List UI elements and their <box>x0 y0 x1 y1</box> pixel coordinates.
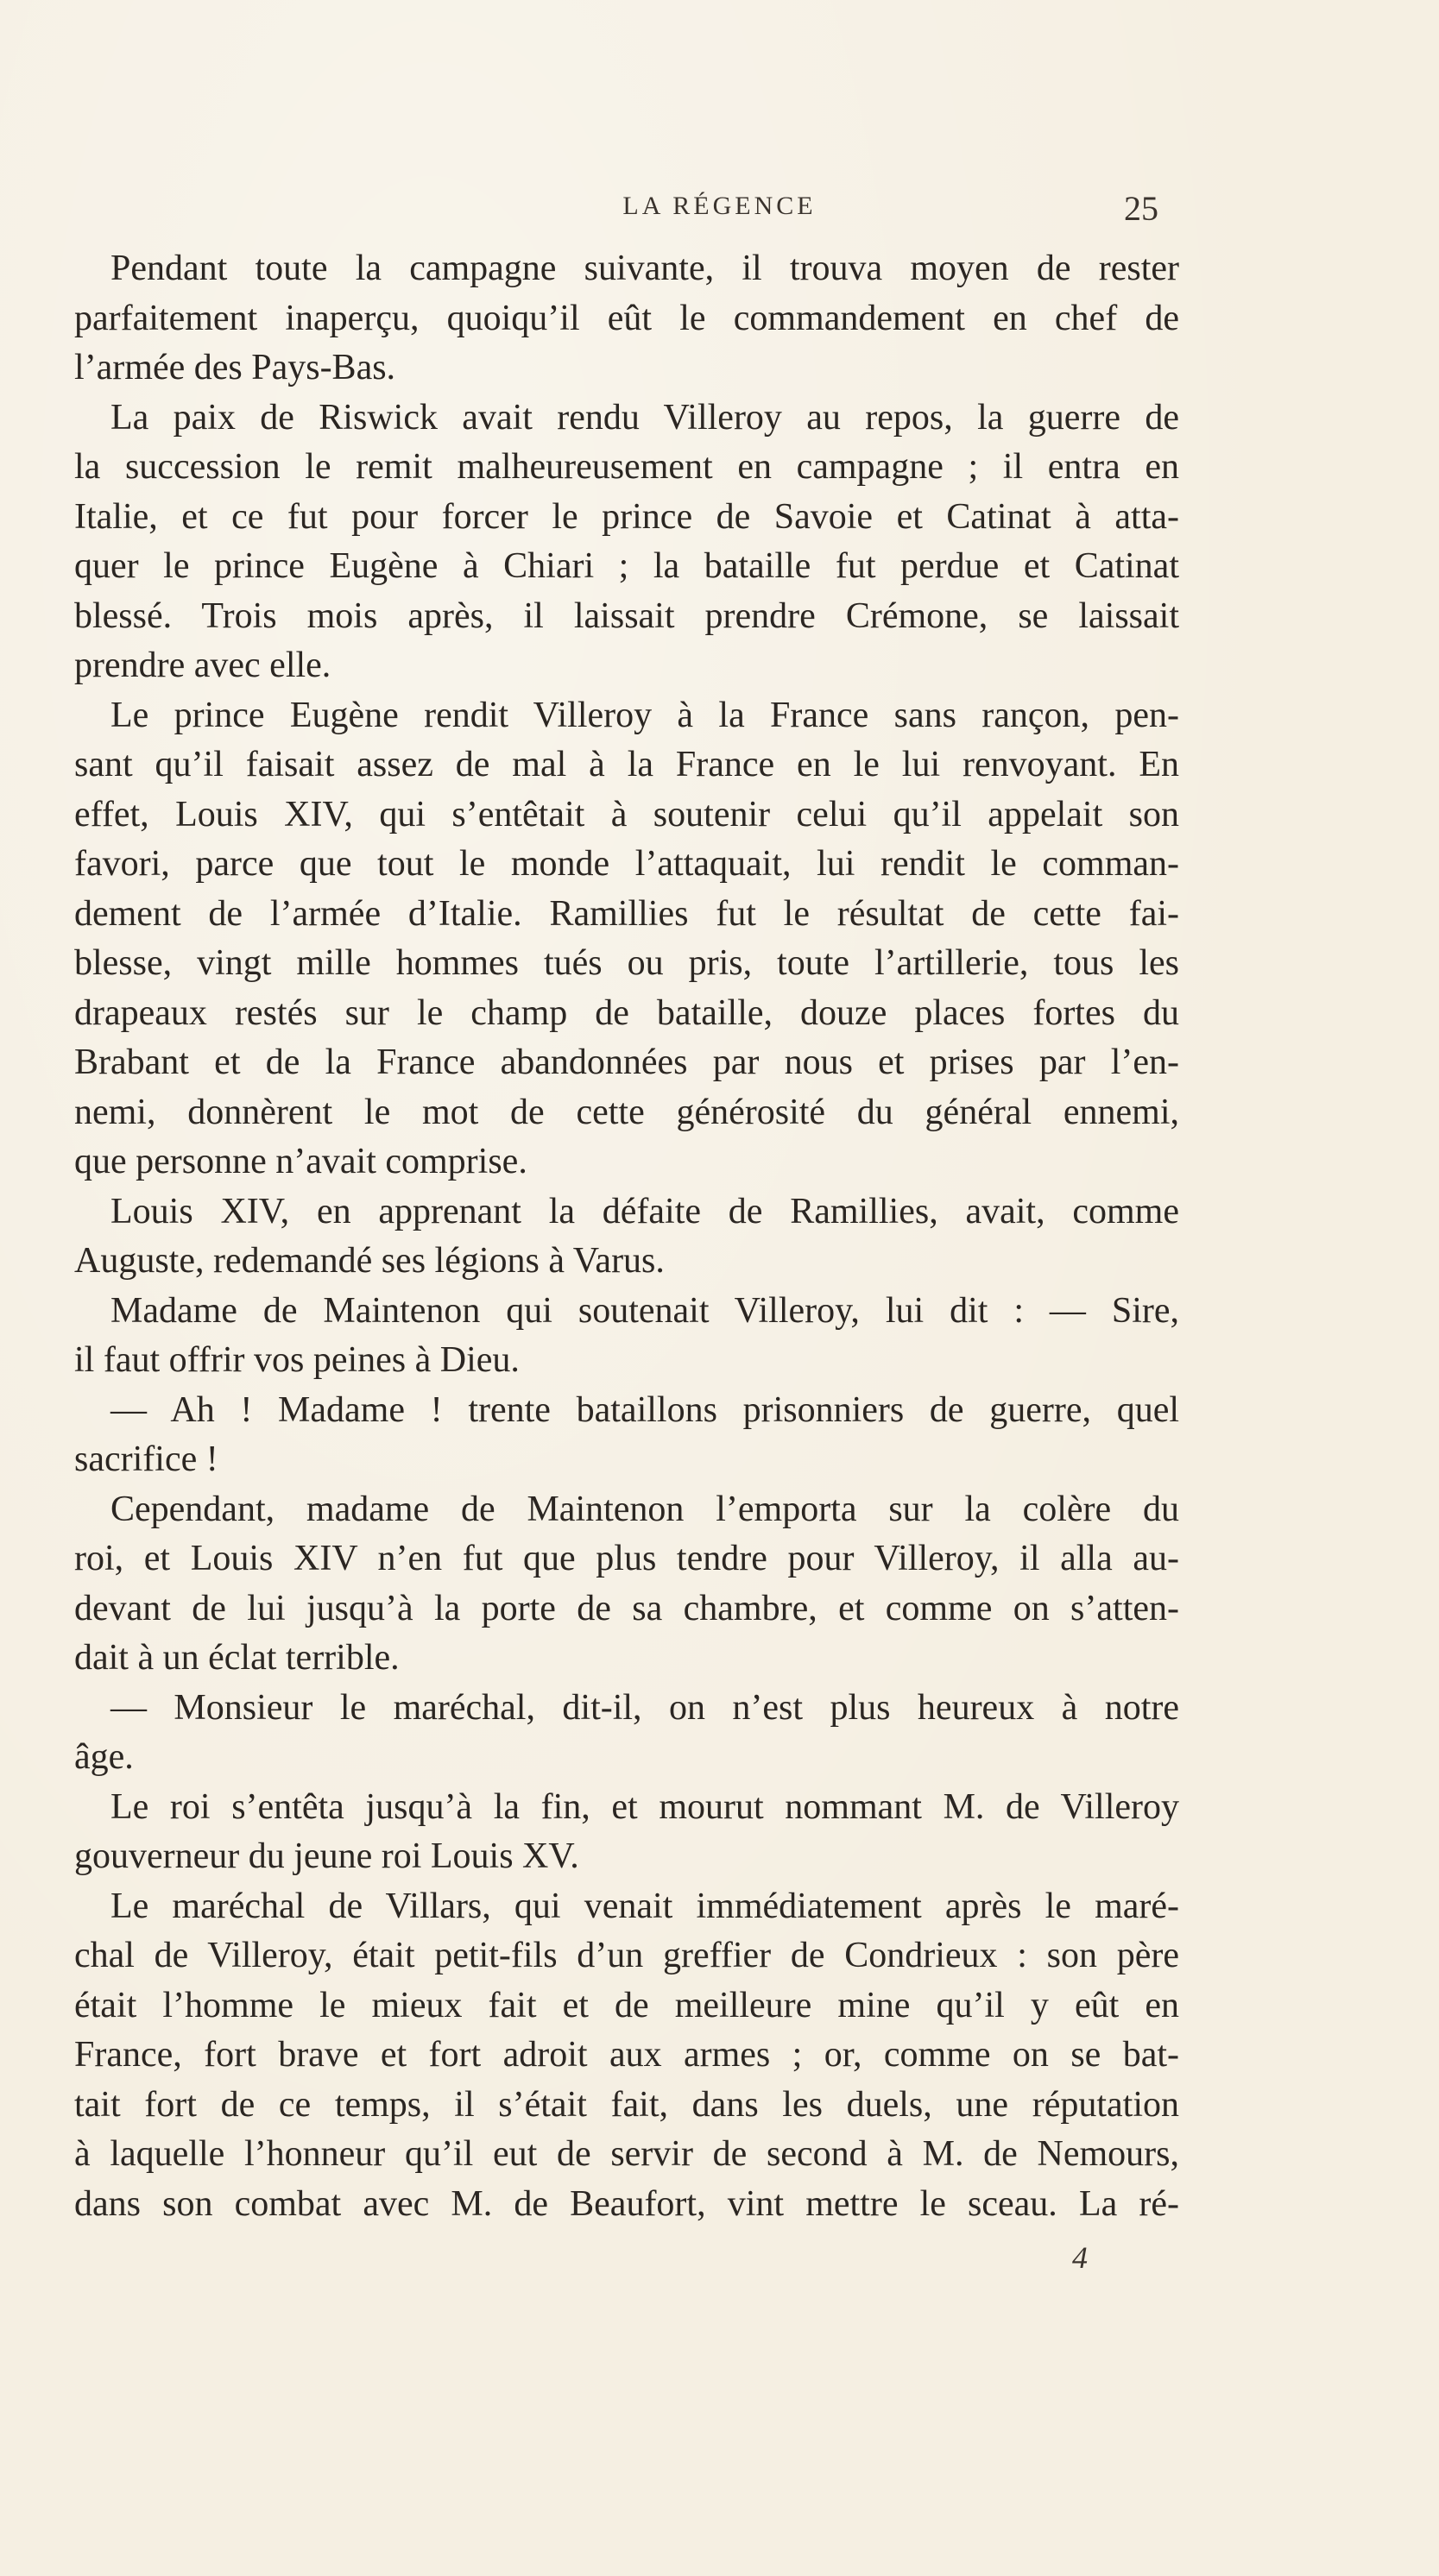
signature-mark: 4 <box>1072 2240 1088 2275</box>
text-line: parfaitement inaperçu, quoiqu’il eût le commandement en chef de <box>74 298 1179 338</box>
text-line: chal de Villeroy, était petit-fils d’un greffier de Condrieux : son père <box>74 1936 1179 1975</box>
text-line: dans son combat avec M. de Beaufort, vint mettre le sceau. La ré- <box>74 2183 1179 2224</box>
text-line: Cependant, madame de Maintenon l’emporta sur la colère du <box>110 1489 1179 1529</box>
text-line: Le roi s’entêta jusqu’à la fin, et mourut nommant M. de Villeroy <box>110 1786 1179 1827</box>
text-line: nemi, donnèrent le mot de cette générosité du général ennemi, <box>74 1092 1179 1132</box>
text-line: sant qu’il faisait assez de mal à la France en le lui renvoyant. En <box>74 745 1179 784</box>
text-line: blesse, vingt mille hommes tués ou pris, toute l’artillerie, tous les <box>74 943 1179 983</box>
text-line: Pendant toute la campagne suivante, il trouva moyen de rester <box>110 249 1179 288</box>
text-line: il faut offrir vos peines à Dieu. <box>74 1340 520 1380</box>
page-number: 25 <box>1124 189 1158 228</box>
text-line: à laquelle l’honneur qu’il eut de servir de second à M. de Nemours, <box>74 2134 1179 2174</box>
text-line: Le maréchal de Villars, qui venait immédiatement après le maré- <box>110 1886 1179 1926</box>
text-line: la succession le remit malheureusement en campagne ; il entra en <box>74 447 1179 487</box>
text-line: blessé. Trois mois après, il laissait prendre Crémone, se laissait <box>74 595 1179 636</box>
text-line: Italie, et ce fut pour forcer le prince de Savoie et Catinat à atta- <box>74 496 1179 537</box>
text-line: drapeaux restés sur le champ de bataille, douze places fortes du <box>74 992 1179 1033</box>
text-line: Louis XIV, en apprenant la défaite de Ramillies, avait, comme <box>110 1191 1179 1231</box>
running-title: LA RÉGENCE <box>622 192 817 220</box>
text-line: effet, Louis XIV, qui s’entêtait à soutenir celui qu’il appelait son <box>74 794 1179 835</box>
text-line: Auguste, redemandé ses légions à Varus. <box>74 1241 665 1281</box>
text-line: France, fort brave et fort adroit aux armes ; or, comme on se bat- <box>74 2035 1179 2075</box>
text-line: — Monsieur le maréchal, dit-il, on n’est plus heureux à notre <box>110 1687 1179 1728</box>
text-line: Madame de Maintenon qui soutenait Villeroy, lui dit : — Sire, <box>110 1290 1179 1331</box>
text-line: Le prince Eugène rendit Villeroy à la France sans rançon, pen- <box>110 695 1179 735</box>
text-line: favori, parce que tout le monde l’attaquait, lui rendit le comman- <box>74 844 1179 884</box>
text-line: roi, et Louis XIV n’en fut que plus tendre pour Villeroy, il alla au- <box>74 1539 1179 1578</box>
text-line: dement de l’armée d’Italie. Ramillies fut le résultat de cette fai- <box>74 893 1179 934</box>
text-line: que personne n’avait comprise. <box>74 1142 527 1181</box>
text-line: — Ah ! Madame ! trente bataillons prisonniers de guerre, quel <box>110 1389 1179 1430</box>
body-text <box>74 244 1179 2229</box>
text-line: l’armée des Pays-Bas. <box>74 348 396 387</box>
text-line: La paix de Riswick avait rendu Villeroy au repos, la guerre de <box>110 397 1179 438</box>
text-line: Brabant et de la France abandonnées par nous et prises par l’en- <box>74 1042 1179 1082</box>
text-line: âge. <box>74 1737 134 1777</box>
text-line: prendre avec elle. <box>74 646 331 685</box>
text-line: devant de lui jusqu’à la porte de sa chambre, et comme on s’atten- <box>74 1588 1179 1628</box>
text-line: gouverneur du jeune roi Louis XV. <box>74 1836 579 1876</box>
text-line: dait à un éclat terrible. <box>74 1638 400 1678</box>
text-line: était l’homme le mieux fait et de meilleure mine qu’il y eût en <box>74 1985 1179 2025</box>
text-line: quer le prince Eugène à Chiari ; la bataille fut perdue et Catinat <box>74 546 1179 586</box>
text-line: sacrifice ! <box>74 1439 218 1479</box>
text-line: tait fort de ce temps, il s’était fait, dans les duels, une réputation <box>74 2084 1179 2125</box>
